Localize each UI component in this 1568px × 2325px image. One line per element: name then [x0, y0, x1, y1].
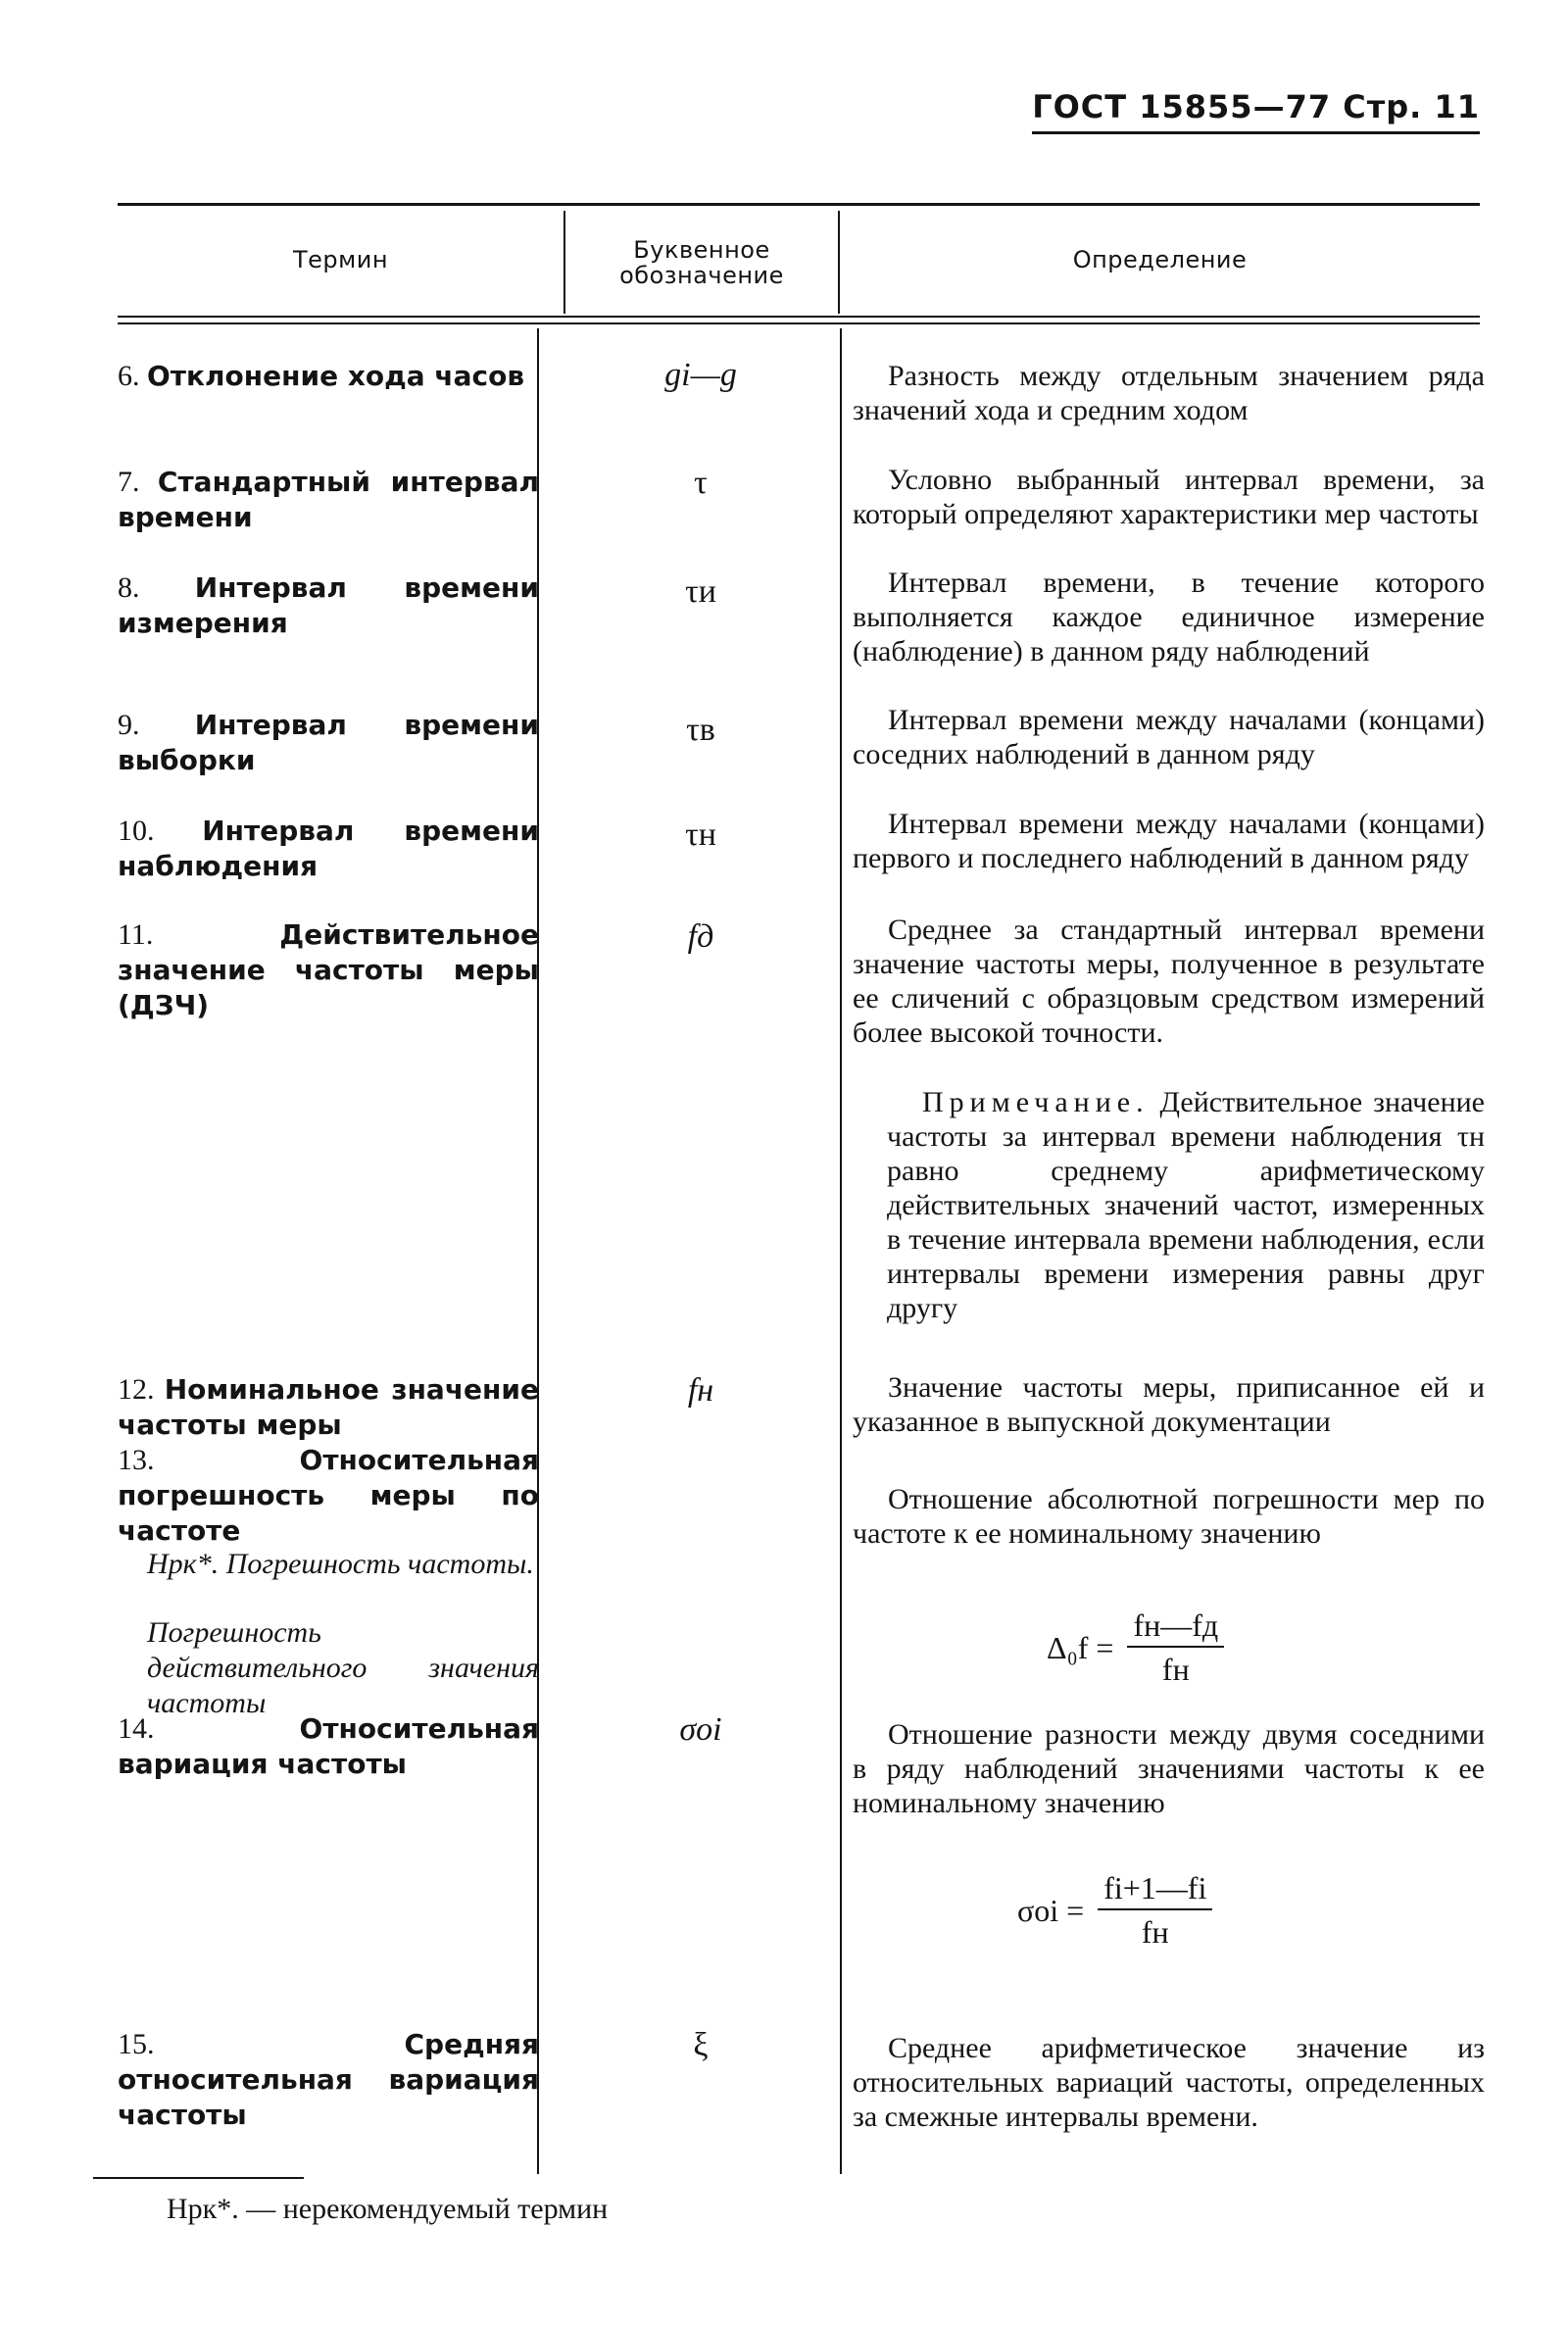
note-row-11: Примечание. Действительное значение частоты за интервал времени наблюдения τн равно среднему арифметическому действительных значений частот, измеренных в течение интервала времени наблюдения, если интервалы времени измерения равны друг другу: [887, 1086, 1485, 1324]
footnote-rule: [93, 2177, 304, 2179]
definition-row-8: Интервал времени, в течение которого выполняется каждое единичное измерение (наблюдение) в данном ряду наблюдений: [853, 567, 1485, 668]
symbol-row-6: gi—g: [664, 357, 737, 393]
nrk-term-row-13: Нрк*. Погрешность частоты.: [147, 1548, 534, 1580]
definition-row-12: Значение частоты меры, приписанное ей и указанное в выпускной документации: [853, 1371, 1485, 1438]
symbol-row-10: τн: [685, 816, 716, 853]
formula-row-14: σoi = $\frac{fi+1—fi}{fн}$: [1017, 1870, 1212, 1951]
alt-term-row-13: Погрешность действительного значения частоты: [147, 1616, 539, 1719]
definition-row-10: Интервал времени между началами (концами) первого и последнего наблюдений в данном ряду: [853, 808, 1485, 874]
term-row-14: 14. Относительная вариация частоты: [118, 1712, 539, 1780]
formula-row-13: Δ₀f = $\frac{fн—fд}{fн}$: [1047, 1608, 1224, 1688]
column-header-definition: Определение: [1072, 246, 1248, 273]
footnote: Нрк*. — нерекомендуемый термин: [167, 2193, 609, 2225]
term-row-7: 7. Стандартный интервал времени: [118, 466, 539, 533]
column-header-symbol: Буквенное обозначение: [619, 236, 784, 290]
symbol-row-15: ξ: [693, 2027, 709, 2063]
table-header-rule: [118, 316, 1480, 318]
term-row-11: 11. Действительное значение частоты меры (ДЗЧ): [118, 918, 539, 1021]
symbol-row-7: τ: [694, 465, 708, 501]
definition-row-9: Интервал времени между началами (концами) соседних наблюдений в данном ряду: [853, 704, 1485, 770]
term-row-9: 9. Интервал времени выборки: [118, 709, 539, 776]
column-header-term: Термин: [292, 246, 389, 273]
definition-row-14: Отношение разности между двумя соседними в ряду наблюдений значениями частоты к ее номинальному значению: [853, 1718, 1485, 1819]
term-row-6: 6. Отклонение хода часов: [118, 360, 525, 392]
term-row-12: 12. Номинальное значение частоты меры: [118, 1373, 539, 1441]
symbol-row-8: τи: [685, 573, 716, 610]
term-row-15: 15. Средняя относительная вариация частоты: [118, 2028, 539, 2131]
term-row-10: 10. Интервал времени наблюдения: [118, 815, 539, 882]
symbol-row-14: σoi: [679, 1711, 722, 1748]
symbol-row-11: fд: [687, 918, 714, 955]
table-top-rule: [118, 203, 1480, 206]
symbol-row-9: τв: [686, 712, 715, 748]
symbol-row-12: fн: [687, 1372, 714, 1409]
term-row-8: 8. Интервал времени измерения: [118, 571, 539, 639]
column-divider: [840, 328, 842, 2174]
definition-row-6: Разность между отдельным значением ряда значений хода и средним ходом: [853, 360, 1485, 426]
table-header-rule-2: [118, 322, 1480, 324]
page-header: ГОСТ 15855—77 Стр. 11: [1032, 88, 1480, 134]
definition-row-13: Отношение абсолютной погрешности мер по частоте к ее номинальному значению: [853, 1483, 1485, 1550]
term-row-13: 13. Относительная погрешность меры по частоте: [118, 1444, 539, 1547]
definition-row-15: Среднее арифметическое значение из относительных вариаций частоты, определенных за смежные интервалы времени.: [853, 2032, 1485, 2133]
definition-row-7: Условно выбранный интервал времени, за который определяют характеристики мер частоты: [853, 464, 1485, 530]
definition-row-11: Среднее за стандартный интервал времени значение частоты меры, полученное в результате ее сличений с образцовым средством измерений более высокой точности.: [853, 914, 1485, 1049]
